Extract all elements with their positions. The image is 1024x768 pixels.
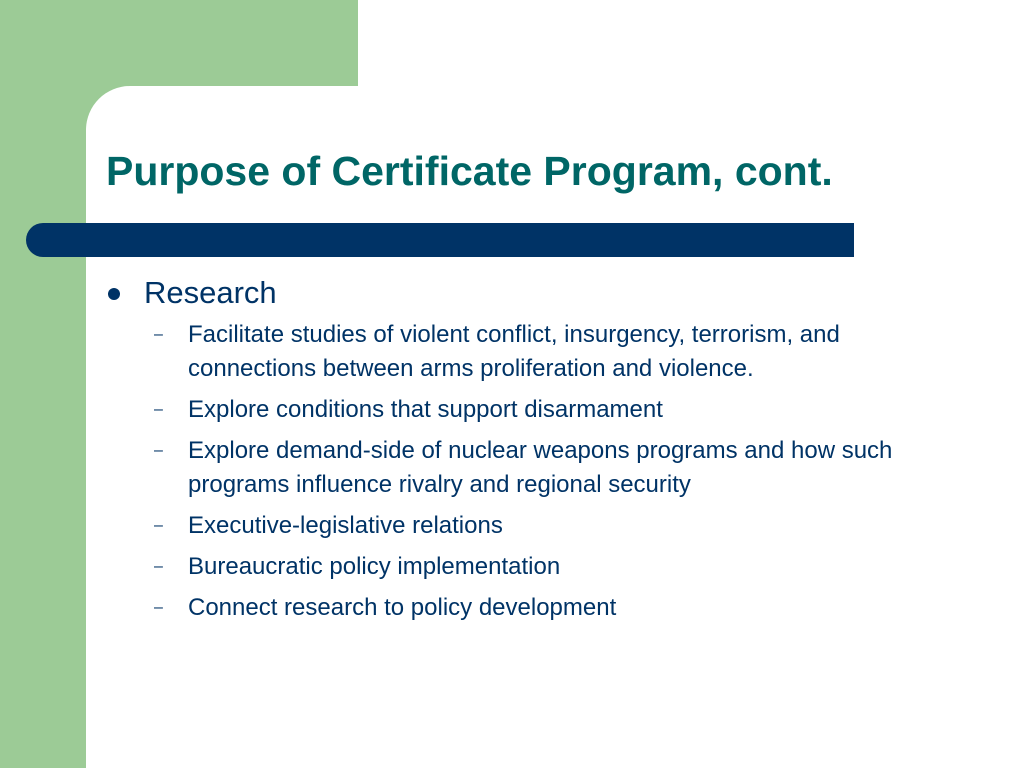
bullet-item-research	[108, 272, 988, 314]
sub-bullet-item	[154, 393, 988, 427]
dash-marker-icon: –	[154, 326, 163, 343]
bullet-label: Research	[144, 275, 277, 310]
sub-bullet-text: Bureaucratic policy implementation	[188, 553, 561, 580]
sub-bullet-list	[108, 318, 988, 625]
title-underline-bar	[26, 223, 854, 257]
slide-content	[108, 272, 988, 632]
dash-marker-icon: –	[154, 517, 163, 534]
sub-bullet-item	[154, 318, 988, 386]
dash-marker-icon: –	[154, 599, 163, 616]
sub-bullet-item	[154, 550, 988, 584]
sub-bullet-item	[154, 591, 988, 625]
dash-marker-icon: –	[154, 401, 163, 418]
sub-bullet-text: Explore conditions that support disarmament	[188, 396, 663, 423]
dash-marker-icon: –	[154, 442, 163, 459]
sub-bullet-text: Facilitate studies of violent conflict, insurgency, terrorism, and connections between arms proliferation and violence.	[188, 321, 840, 382]
sub-bullet-text: Executive-legislative relations	[188, 512, 503, 539]
bullet-dot-icon	[108, 288, 120, 300]
sub-bullet-text: Explore demand-side of nuclear weapons programs and how such programs influence rivalry and regional security	[188, 437, 893, 498]
slide-title: Purpose of Certificate Program, cont.	[106, 148, 833, 194]
sub-bullet-item	[154, 509, 988, 543]
sub-bullet-item	[154, 434, 988, 502]
sub-bullet-text: Connect research to policy development	[188, 594, 617, 621]
dash-marker-icon: –	[154, 558, 163, 575]
